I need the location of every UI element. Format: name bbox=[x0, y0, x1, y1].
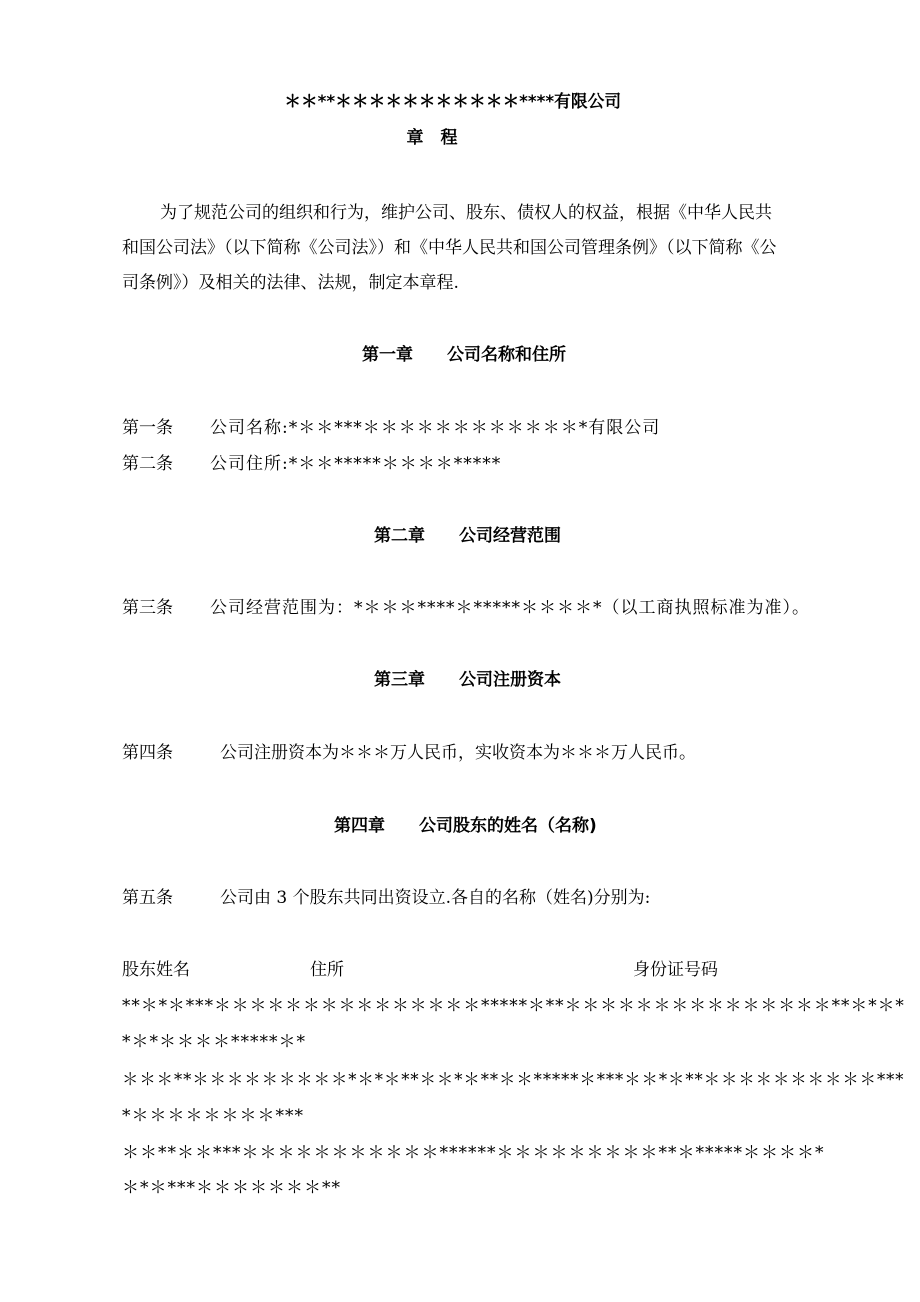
shareholder-row-3-line-2: ＊*＊***＊＊＊＊＊＊＊** bbox=[122, 1178, 341, 1198]
article-5-text: 公司由 3 个股东共同出资设立.各自的名称（姓名)分别为: bbox=[220, 888, 651, 908]
article-4-number: 第四条 bbox=[122, 743, 173, 763]
company-title: ＊＊**＊＊＊＊＊＊＊＊＊＊＊****有限公司 bbox=[284, 92, 622, 112]
article-1-text: 公司名称:*＊＊***＊＊＊＊＊＊＊＊＊＊＊＊*有限公司 bbox=[210, 418, 661, 438]
chapter-4-heading: 第四章 公司股东的姓名（名称) bbox=[334, 816, 597, 836]
article-4-text: 公司注册资本为＊＊＊万人民币，实收资本为＊＊＊万人民币。 bbox=[220, 743, 696, 763]
shareholder-row-3-line-1: ＊＊**＊＊***＊＊＊＊＊＊＊＊＊＊＊******＊＊＊＊＊＊＊＊＊**＊*****＊＊＊＊* bbox=[122, 1143, 825, 1163]
table-header-name: 股东姓名 bbox=[122, 960, 190, 980]
charter-subtitle: 章 程 bbox=[406, 128, 458, 148]
preamble-line-3: 司条例》）及相关的法律、法规，制定本章程. bbox=[122, 273, 459, 293]
article-3-text: 公司经营范围为：*＊＊＊****＊*****＊＊＊＊*（以工商执照标准为准）。 bbox=[210, 598, 810, 618]
preamble-line-2: 和国公司法》（以下简称《公司法》）和《中华人民共和国公司管理条例》（以下简称《公 bbox=[122, 238, 777, 258]
shareholder-row-2-line-2: *＊＊＊＊＊＊＊＊*** bbox=[122, 1106, 304, 1126]
article-1-number: 第一条 bbox=[122, 418, 173, 438]
chapter-3-heading: 第三章 公司注册资本 bbox=[374, 670, 561, 690]
preamble-line-1: 为了规范公司的组织和行为，维护公司、股东、债权人的权益，根据《中华人民共 bbox=[160, 203, 772, 223]
shareholder-row-1-line-1: **＊*＊***＊＊＊＊＊＊＊＊＊＊＊＊＊＊＊*****＊**＊＊＊＊＊＊＊＊＊＊＊＊＊＊＊**＊*＊* bbox=[122, 996, 905, 1016]
article-2-number: 第二条 bbox=[122, 454, 173, 474]
table-header-id: 身份证号码 bbox=[633, 960, 718, 980]
table-header-address: 住所 bbox=[310, 960, 344, 980]
shareholder-row-2-line-1: ＊＊＊**＊＊＊＊＊＊＊＊＊*＊*＊**＊＊*＊**＊＊*****＊***＊＊*＊**＊＊＊＊＊＊＊＊＊＊*** bbox=[122, 1070, 905, 1090]
article-5-number: 第五条 bbox=[122, 888, 173, 908]
shareholder-row-1-line-2: *＊*＊＊＊＊*****＊* bbox=[122, 1032, 306, 1052]
article-3-number: 第三条 bbox=[122, 598, 173, 618]
chapter-2-heading: 第二章 公司经营范围 bbox=[374, 526, 561, 546]
article-2-text: 公司住所:*＊＊*****＊＊＊＊***** bbox=[210, 454, 502, 474]
chapter-1-heading: 第一章 公司名称和住所 bbox=[362, 345, 566, 365]
